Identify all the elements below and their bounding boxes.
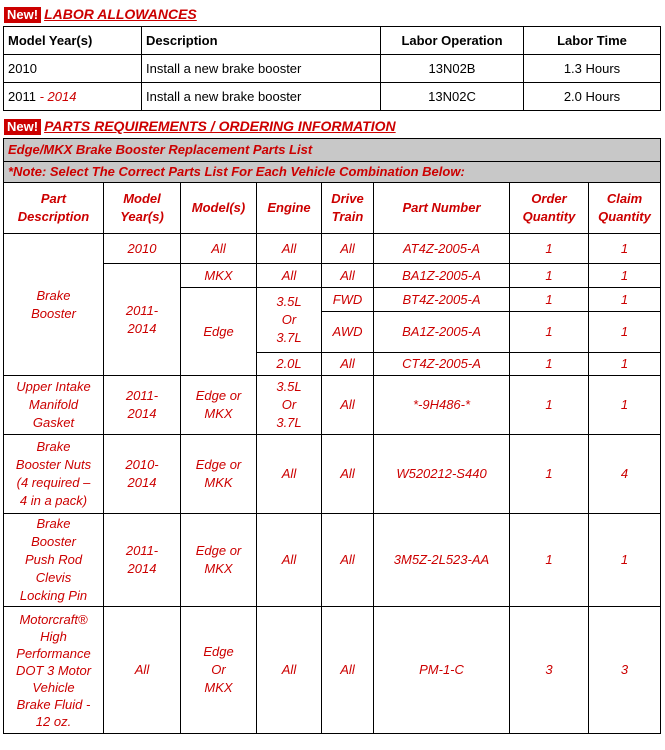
cell-order-quantity: 1 [510,288,589,312]
cell-order-quantity: 1 [510,312,589,353]
cell-order-quantity: 1 [510,435,589,514]
cell-engine: All [257,264,322,288]
cell-models: MKX [181,264,257,288]
cell-claim-quantity: 1 [589,288,661,312]
table-row [4,435,661,514]
cell-part-description: Brake Booster Nuts (4 required – 4 in a pack) [4,435,104,514]
cell-order-quantity: 1 [510,264,589,288]
cell-order-quantity: 1 [510,376,589,435]
header-claim-quantity: Claim Quantity [589,183,661,234]
table-row [4,376,661,435]
cell-model-years: 2010 [104,234,181,264]
cell-drive-train: FWD [322,288,374,312]
header-part-description: Part Description [4,183,104,234]
cell-drive-train: All [322,514,374,607]
cell-engine: 3.5L Or 3.7L [257,288,322,353]
cell-part-number: BA1Z-2005-A [374,264,510,288]
cell-engine: 3.5L Or 3.7L [257,376,322,435]
parts-title: PARTS REQUIREMENTS / ORDERING INFORMATION [44,118,396,134]
cell-description: Install a new brake booster [142,55,381,83]
cell-part-number: 3M5Z-2L523-AA [374,514,510,607]
cell-claim-quantity: 4 [589,435,661,514]
cell-part-number: *-9H486-* [374,376,510,435]
cell-models: Edge Or MKX [181,607,257,734]
header-description: Description [142,27,381,55]
table-row [4,55,661,83]
cell-year: 2011 - 2014 [4,83,142,111]
cell-claim-quantity: 1 [589,264,661,288]
cell-models: Edge [181,288,257,376]
header-model-years: Model Year(s) [104,183,181,234]
header-part-number: Part Number [374,183,510,234]
table-row [4,607,661,734]
cell-order-quantity: 1 [510,353,589,376]
cell-engine: 2.0L [257,353,322,376]
cell-models: Edge or MKK [181,435,257,514]
cell-time: 2.0 Hours [524,83,661,111]
labor-header-row [4,27,661,55]
cell-model-years: 2011- 2014 [104,264,181,376]
cell-claim-quantity: 1 [589,353,661,376]
cell-claim-quantity: 1 [589,312,661,353]
cell-drive-train: All [322,435,374,514]
new-badge: New! [4,119,41,135]
header-drive-train: Drive Train [322,183,374,234]
cell-part-description: Brake Booster Push Rod Clevis Locking Pin [4,514,104,607]
cell-part-description: Upper Intake Manifold Gasket [4,376,104,435]
header-engine: Engine [257,183,322,234]
cell-models: Edge or MKX [181,514,257,607]
cell-part-number: CT4Z-2005-A [374,353,510,376]
parts-list-title: Edge/MKX Brake Booster Replacement Parts List [4,139,661,162]
parts-note: *Note: Select The Correct Parts List For Each Vehicle Combination Below: [4,162,661,183]
cell-part-number: PM-1-C [374,607,510,734]
cell-drive-train: AWD [322,312,374,353]
cell-order-quantity: 1 [510,514,589,607]
cell-claim-quantity: 1 [589,376,661,435]
header-labor-operation: Labor Operation [381,27,524,55]
table-row [4,234,661,264]
cell-model-years: 2011- 2014 [104,376,181,435]
cell-model-years: 2010- 2014 [104,435,181,514]
cell-claim-quantity: 1 [589,234,661,264]
parts-requirements-heading [4,118,396,135]
cell-model-years: All [104,607,181,734]
header-models: Model(s) [181,183,257,234]
cell-drive-train: All [322,234,374,264]
cell-engine: All [257,607,322,734]
cell-models: Edge or MKX [181,376,257,435]
cell-models: All [181,234,257,264]
header-model-years: Model Year(s) [4,27,142,55]
cell-engine: All [257,234,322,264]
cell-part-description: Brake Booster [4,234,104,376]
cell-engine: All [257,514,322,607]
cell-time: 1.3 Hours [524,55,661,83]
labor-title: LABOR ALLOWANCES [44,6,197,22]
parts-header-row [4,183,661,234]
table-row [4,514,661,607]
cell-year: 2010 [4,55,142,83]
header-labor-time: Labor Time [524,27,661,55]
cell-part-number: BT4Z-2005-A [374,288,510,312]
cell-part-description: Motorcraft® High Performance DOT 3 Motor Vehicle Brake Fluid - 12 oz. [4,607,104,734]
cell-drive-train: All [322,376,374,435]
cell-engine: All [257,435,322,514]
cell-drive-train: All [322,353,374,376]
cell-order-quantity: 3 [510,607,589,734]
parts-table [3,138,661,734]
cell-claim-quantity: 1 [589,514,661,607]
labor-table [3,26,661,111]
cell-drive-train: All [322,607,374,734]
new-badge: New! [4,7,41,23]
table-row [4,83,661,111]
cell-part-number: BA1Z-2005-A [374,312,510,353]
cell-order-quantity: 1 [510,234,589,264]
header-order-quantity: Order Quantity [510,183,589,234]
cell-part-number: W520212-S440 [374,435,510,514]
cell-drive-train: All [322,264,374,288]
cell-part-number: AT4Z-2005-A [374,234,510,264]
cell-description: Install a new brake booster [142,83,381,111]
cell-claim-quantity: 3 [589,607,661,734]
labor-allowances-heading [4,6,197,23]
cell-operation: 13N02C [381,83,524,111]
cell-operation: 13N02B [381,55,524,83]
cell-model-years: 2011- 2014 [104,514,181,607]
